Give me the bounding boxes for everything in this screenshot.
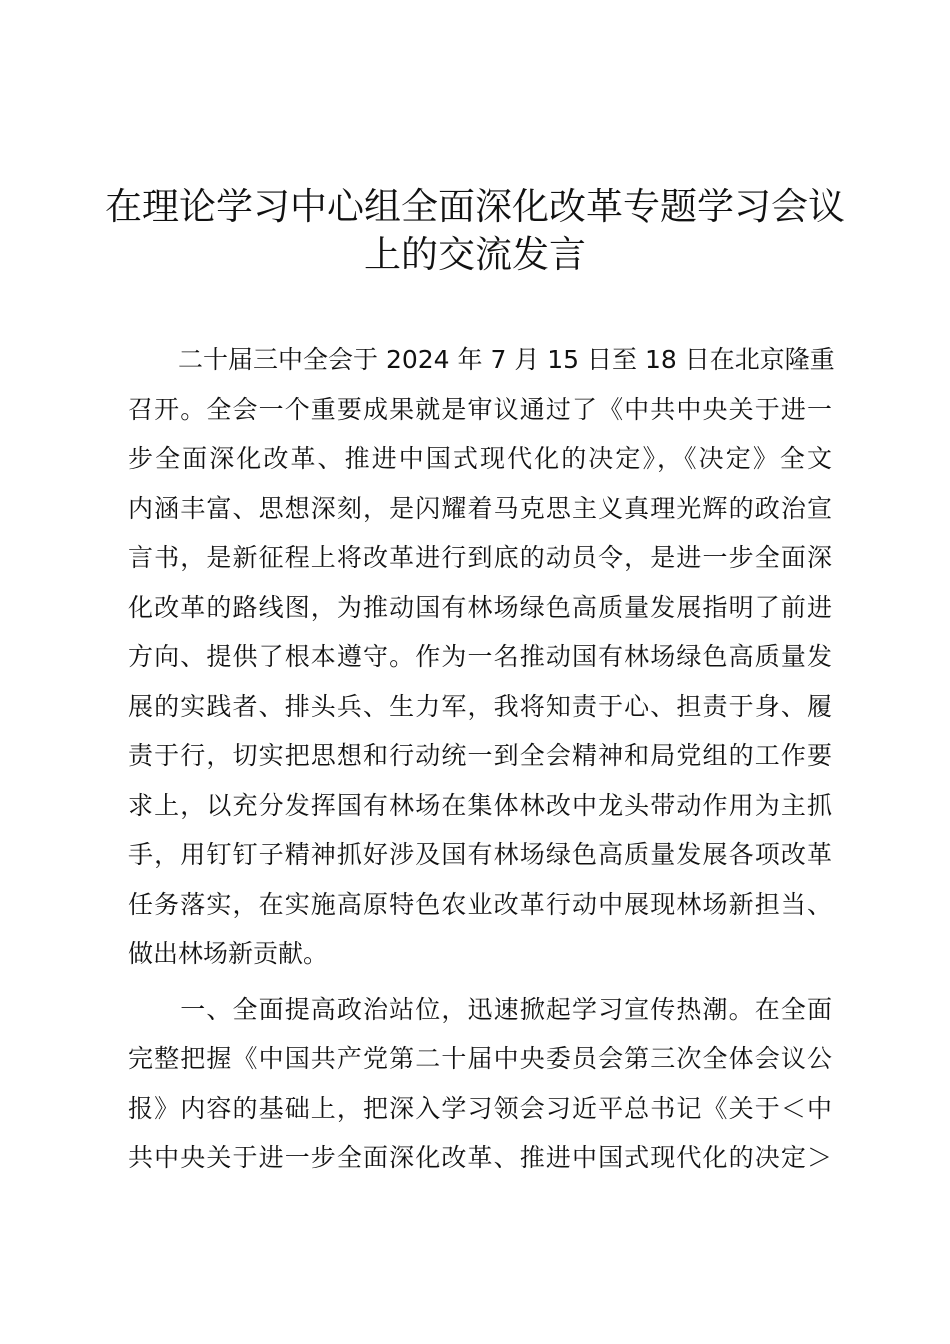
text-line: 步全面深化改革、推进中国式现代化的决定》，《决定》全文: [128, 444, 832, 473]
title-line-1: 在理论学习中心组全面深化改革专题学习会议: [105, 185, 845, 228]
text-line: 责于行，切实把思想和行动统一到全会精神和局党组的工作要: [128, 741, 832, 770]
text-line: 言书，是新征程上将改革进行到底的动员令，是进一步全面深: [128, 543, 832, 572]
paragraph-1: [128, 335, 835, 979]
text-line: 做出林场新贡献。: [128, 939, 329, 968]
text-line: 共中央关于进一步全面深化改革、推进中国式现代化的决定＞: [128, 1143, 832, 1172]
text-line: 展的实践者、排头兵、生力军，我将知责于心、担责于身、履: [128, 691, 832, 721]
text-line: 二十届三中全会于 2024 年 7 月 15 日至 18 日在北京隆重: [128, 345, 835, 374]
text-line: 报》内容的基础上，把深入学习领会习近平总书记《关于＜中: [128, 1093, 832, 1123]
text-line: 召开。全会一个重要成果就是审议通过了《中共中央关于进一: [128, 394, 832, 424]
text-line: 求上，以充分发挥国有林场在集体林改中龙头带动作用为主抓: [128, 790, 832, 820]
document-body: [128, 335, 835, 1189]
title-line-2: 上的交流发言: [364, 233, 586, 276]
text-line: 化改革的路线图，为推动国有林场绿色高质量发展指明了前进: [128, 592, 832, 622]
text-line: 一、全面提高政治站位，迅速掀起学习宣传热潮。在全面: [128, 994, 832, 1024]
text-line: 手，用钉钉子精神抓好涉及国有林场绿色高质量发展各项改革: [128, 840, 832, 869]
document-title: [100, 183, 850, 279]
text-line: 内涵丰富、思想深刻，是闪耀着马克思主义真理光辉的政治宣: [128, 493, 832, 523]
text-line: 方向、提供了根本遵守。作为一名推动国有林场绿色高质量发: [128, 642, 832, 671]
paragraph-2: [128, 985, 832, 1183]
text-line: 任务落实，在实施高原特色农业改革行动中展现林场新担当、: [128, 889, 832, 919]
text-line: 完整把握《中国共产党第二十届中央委员会第三次全体会议公: [128, 1044, 832, 1073]
